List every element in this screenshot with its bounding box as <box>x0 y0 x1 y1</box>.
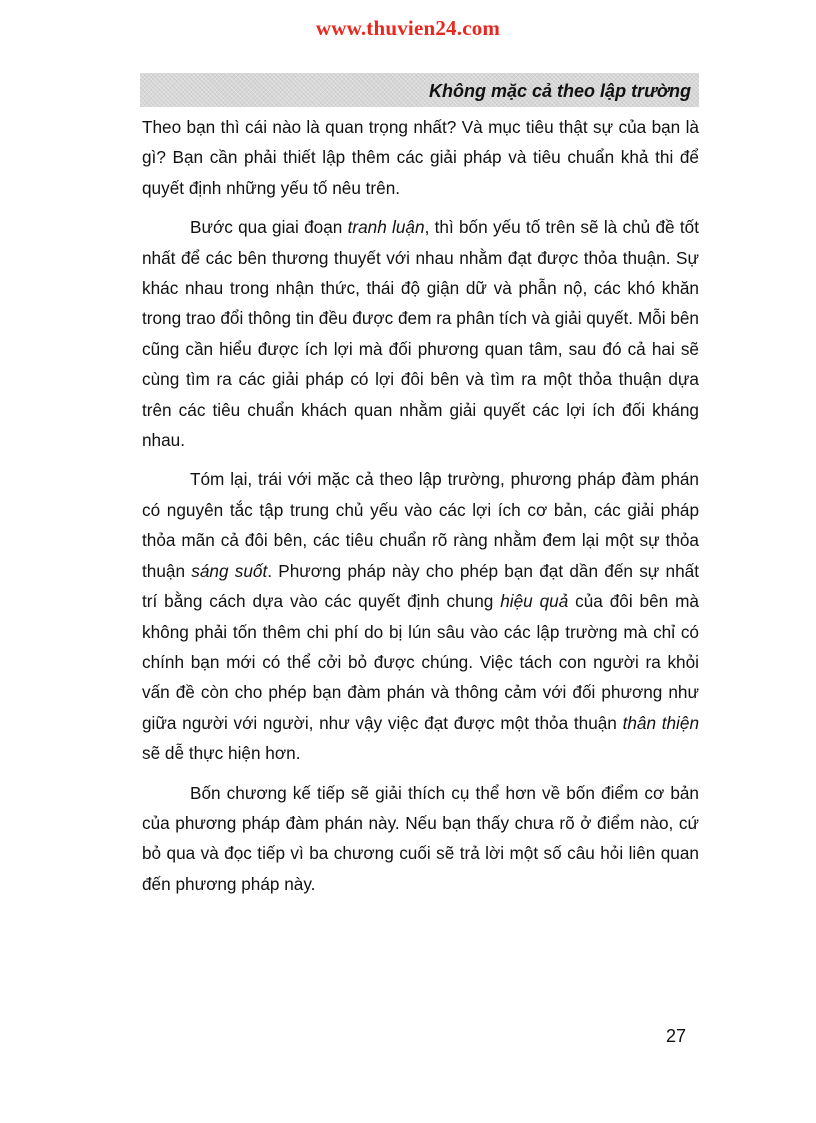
paragraph-3-emphasis-3: thân thiện <box>622 712 699 733</box>
paragraph-2-text-b: , thì bốn yếu tố trên sẽ là chủ đề tốt nhất để các bên thương thuyết với nhau nhằm đạt được thỏa thuận. Sự khác nhau trong nhận thức, thái độ giận dữ và phẫn nộ, các khó khăn trong trao đổi thông tin đều được đem ra phân tích và giải quyết. Mỗi bên cũng cần hiểu được ích lợi mà đối phương quan tâm, sau đó cả hai sẽ cùng tìm ra các giải pháp có lợi đôi bên và tìm ra một thỏa thuận dựa trên các tiêu chuẩn khách quan nhằm giải quyết các lợi ích đối kháng nhau. <box>142 217 699 451</box>
page-number: 27 <box>666 1026 687 1046</box>
body-text <box>142 112 699 908</box>
watermark-url: www.thuvien24.com <box>315 16 501 40</box>
chapter-title: Không mặc cả theo lập trường <box>429 81 691 101</box>
paragraph-2 <box>142 212 699 455</box>
paragraph-3-text-c: của đôi bên mà không phải tốn thêm chi phí do bị lún sâu vào các lập trường mà chỉ có chính bạn mới có thể cởi bỏ được chúng. Việc tách con người ra khỏi vấn đề còn cho phép bạn đàm phán và thông cảm với đối phương như giữa người với người, như vậy việc đạt được một thỏa thuận <box>142 591 699 733</box>
paragraph-1: Theo bạn thì cái nào là quan trọng nhất? Và mục tiêu thật sự của bạn là gì? Bạn cần phải thiết lập thêm các giải pháp và tiêu chuẩn khả thi để quyết định những yếu tố nêu trên. <box>142 117 699 198</box>
paragraph-2-emphasis: tranh luận <box>347 217 425 238</box>
paragraph-2-text-a: Bước qua giai đoạn <box>190 217 348 238</box>
paragraph-4: Bốn chương kế tiếp sẽ giải thích cụ thể hơn về bốn điểm cơ bản của phương pháp đàm phán này. Nếu bạn thấy chưa rõ ở điểm nào, cứ bỏ qua và đọc tiếp vì ba chương cuối sẽ trả lời một số câu hỏi liên quan đến phương pháp này. <box>142 782 699 894</box>
paragraph-3-text-d: sẽ dễ thực hiện hơn. <box>142 743 301 764</box>
paragraph-3 <box>142 464 699 768</box>
paragraph-3-text-b: . Phương pháp này cho phép bạn đạt dần đến sự nhất trí bằng cách dựa vào các quyết định chung <box>142 560 699 612</box>
paragraph-3-text-a: Tóm lại, trái với mặc cả theo lập trường, phương pháp đàm phán có nguyên tắc tập trung chủ yếu vào các lợi ích cơ bản, các giải pháp thỏa mãn cả đôi bên, các tiêu chuẩn rõ ràng nhằm đem lại một sự thỏa thuận <box>142 469 699 581</box>
paragraph-3-emphasis-1: sáng suốt <box>191 560 268 581</box>
paragraph-3-emphasis-2: hiệu quả <box>500 591 569 612</box>
chapter-header-band <box>140 73 699 107</box>
